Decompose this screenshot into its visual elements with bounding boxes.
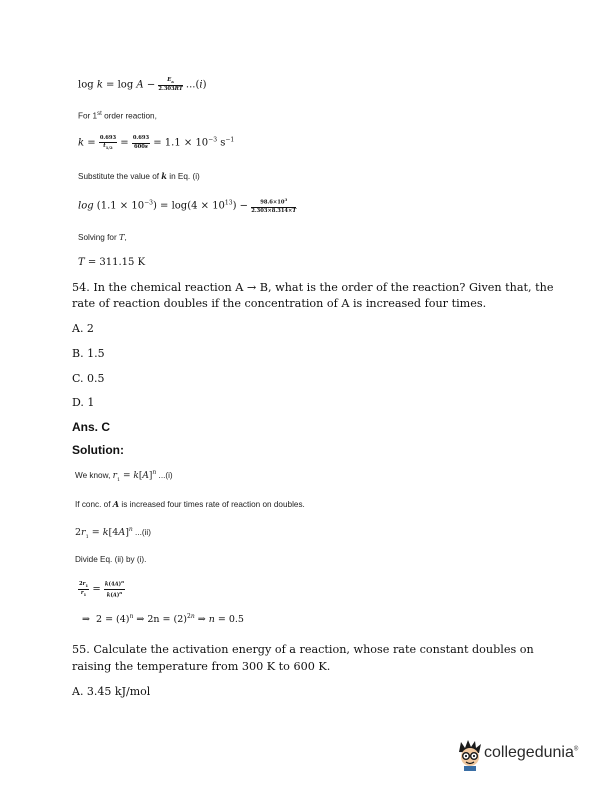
divide-line: Divide Eq. (ii) by (i). — [75, 555, 147, 564]
answer-label: Ans. C — [72, 420, 111, 434]
we-know-line: We know, $r_1 = k[A]^n$ ...(i) — [75, 469, 173, 483]
equation-log-k: log k = log A − $\frac{E_a}{2.303RT}$ ...(i) — [78, 77, 207, 93]
question-55-line-1: 55. Calculate the activation energy of a reaction, whose rate constant doubles on — [72, 643, 534, 656]
substitute-label: Substitute the value of k in Eq. (i) — [78, 171, 200, 181]
mascot-logo-icon — [455, 738, 485, 772]
question-55-line-2: raising the temperature from 300 K to 600 K. — [72, 660, 331, 673]
option-a: A. 2 — [72, 322, 94, 335]
option-d: D. 1 — [72, 396, 95, 409]
option-b: B. 1.5 — [72, 347, 105, 360]
question-54-line-1: 54. In the chemical reaction A → B, what is the order of the reaction? Given that, the — [72, 281, 554, 294]
question-54-line-2: rate of reaction doubles if the concentration of A is increased four times. — [72, 297, 487, 310]
equation-substituted: $\log (1.1 \times 10^{-3}) = \log(4 \times 10^{13})$ − $\frac{98.6\times 10^3}{2.303\times 8.314\times T}$ — [78, 197, 297, 214]
solving-label: Solving for T, — [78, 232, 127, 242]
equation-k-value: k = $\frac{0.693}{t_{1/2}}$ = $\frac{0.693}{600s}$ = $1.1 \times 10^{-3}$ $s^{-1}$ — [78, 135, 235, 151]
solution-heading: Solution: — [72, 443, 124, 457]
if-conc-line: If conc. of A is increased four times rate of reaction on doubles. — [75, 499, 305, 509]
option-c: C. 0.5 — [72, 372, 105, 385]
conclusion-equation: ⇒ $2 = (4)^n$ ⇒ $2n = (2)^{2n}$ ⇒ n = 0.5 — [82, 613, 244, 626]
equation-result: T = 311.15 K — [78, 257, 146, 268]
brand-name: collegedunia® — [484, 744, 579, 761]
question-55-option-a: A. 3.45 kJ/mol — [72, 685, 151, 698]
ratio-equation: $\frac{2r_1}{r_1}$ = $\frac{k(4A)^n}{k(A)^n}$ — [79, 579, 125, 599]
first-order-label: For 1st order reaction, — [78, 111, 157, 121]
equation-ii: $2r_1 = k[4A]^n$ ...(ii) — [75, 526, 151, 541]
